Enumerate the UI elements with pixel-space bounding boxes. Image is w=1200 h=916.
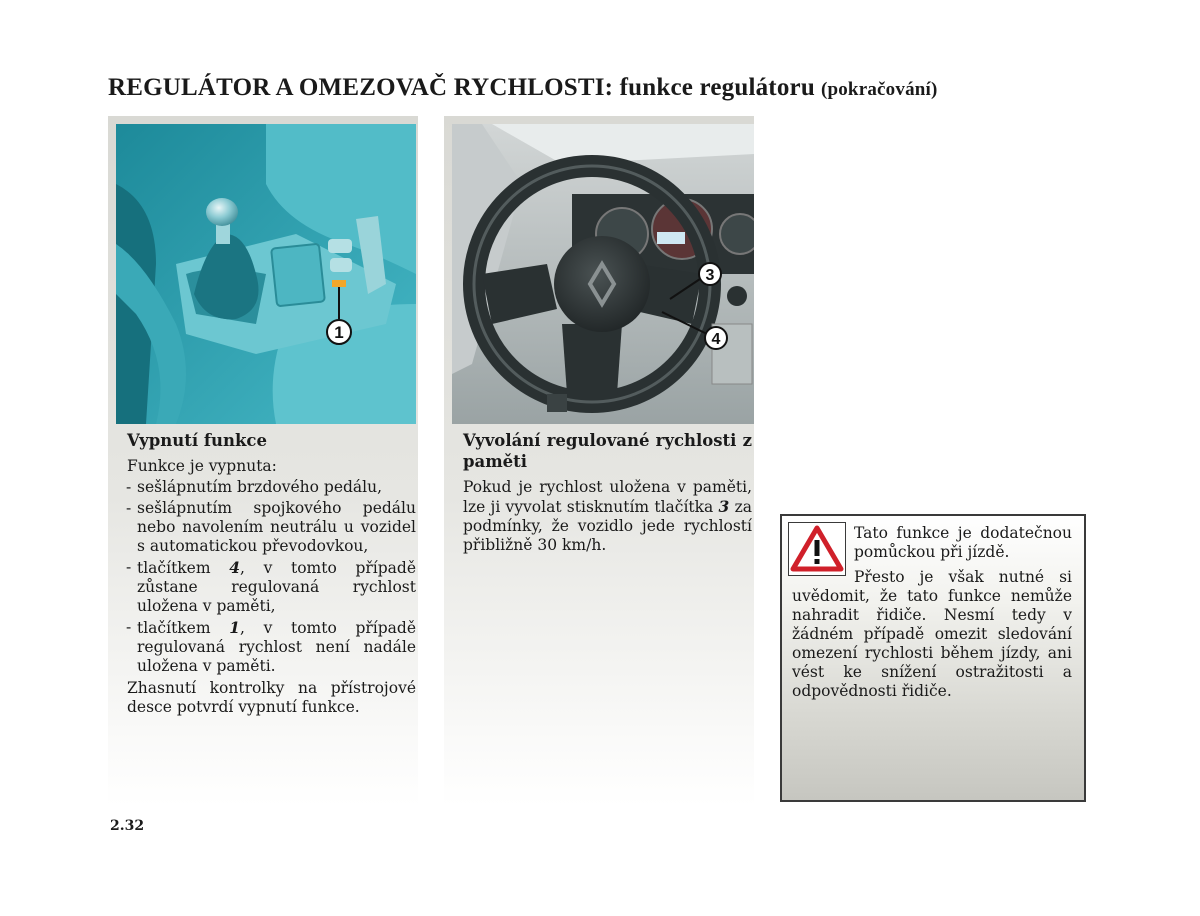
outro-text: Zhasnutí kontrolky na přístrojové desce potvrdí vypnutí funkce. bbox=[127, 679, 416, 716]
warning-text bbox=[792, 524, 1072, 701]
callout-4: 4 bbox=[711, 331, 721, 348]
section-heading-recall: Vyvolání regulované rychlosti z paměti bbox=[463, 431, 752, 471]
section-heading-disable: Vypnutí funkce bbox=[127, 431, 267, 450]
page-number: 2.32 bbox=[110, 818, 145, 834]
middle-column bbox=[444, 116, 754, 806]
left-column bbox=[108, 116, 418, 806]
list-item: - tlačítkem 4, v tomto případě zůstane regulovaná rychlost uložena v paměti, bbox=[126, 558, 416, 615]
callout-3: 3 bbox=[705, 267, 715, 284]
warning-paragraph-2: Přesto je však nutné si uvědomit, že tato funkce nemůže nahradit řidiče. Nesmí tedy v žádném případě omezit sledování omezení rychlosti během jízdy, ani vést ke snížení ostražitosti a odpovědnosti řidiče. bbox=[792, 568, 1072, 700]
list-item: - sešlápnutím spojkového pedálu nebo navolením neutrálu u vozidel s automatickou převodovkou, bbox=[126, 499, 416, 555]
list-item: - sešlápnutím brzdového pedálu, bbox=[126, 478, 383, 496]
warning-paragraph-1: Tato funkce je dodatečnou pomůckou při jízdě. bbox=[854, 524, 1072, 561]
disable-list bbox=[127, 478, 416, 676]
recall-text: Pokud je rychlost uložena v paměti, lze ji vyvolat stisknutím tlačítka 3 za podmínky, že vozidlo jede rychlostí přibližně 30 km/h. bbox=[463, 478, 752, 554]
title-main: REGULÁTOR A OMEZOVAČ RYCHLOSTI: funkce regulátoru bbox=[108, 74, 815, 101]
page-title bbox=[108, 74, 1008, 102]
list-item: - tlačítkem 1, v tomto případě regulovaná rychlost není nadále uložena v paměti. bbox=[126, 618, 416, 675]
callout-1: 1 bbox=[334, 323, 344, 342]
left-text bbox=[127, 430, 416, 719]
warning-box bbox=[780, 514, 1086, 802]
title-continued: (pokračování) bbox=[820, 79, 938, 100]
intro-text: Funkce je vypnuta: bbox=[127, 457, 277, 475]
gear-lever-photo bbox=[116, 124, 416, 424]
steering-wheel-photo bbox=[452, 124, 754, 424]
middle-text bbox=[463, 430, 752, 557]
